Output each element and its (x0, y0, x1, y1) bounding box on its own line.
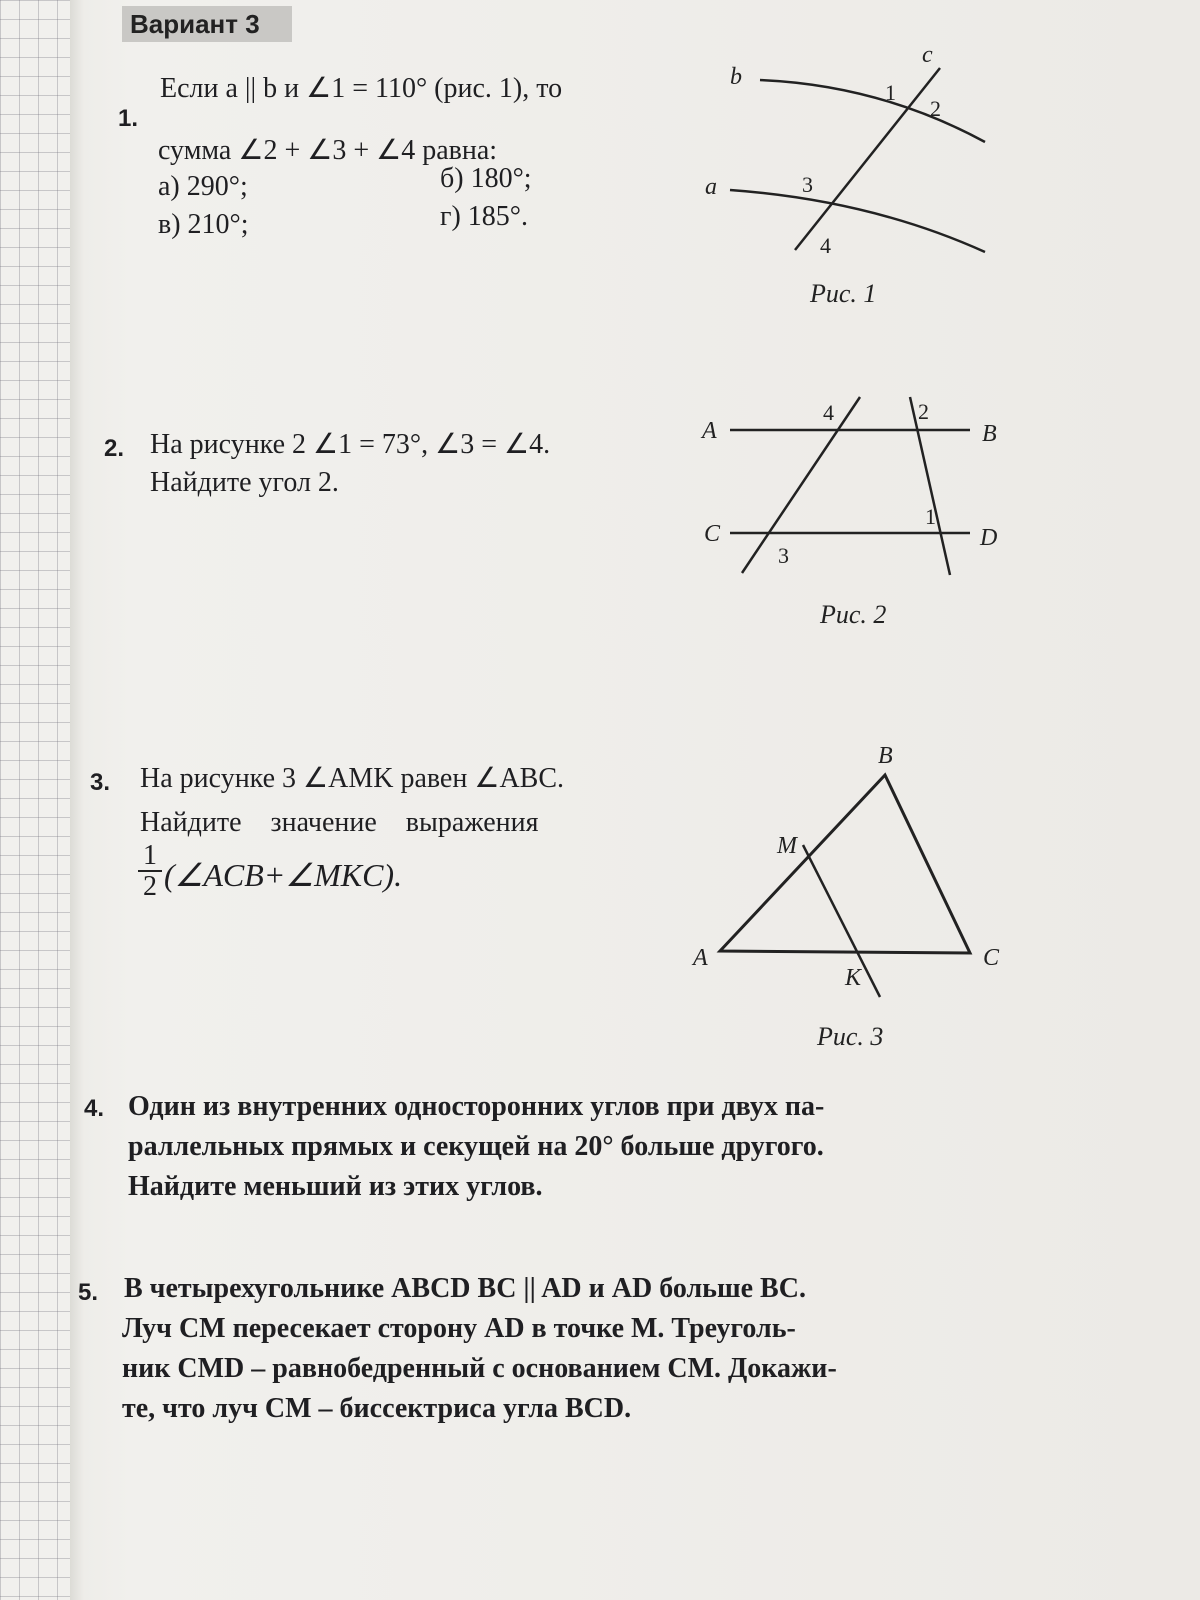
problem-number: 1. (118, 105, 139, 132)
problem-line: Один из внутренних односторонних углов при двух па- (128, 1091, 825, 1122)
label-c: c (922, 42, 933, 68)
segment-MK (803, 845, 880, 997)
angle-label-1: 1 (925, 504, 936, 529)
figure-2 (700, 395, 1030, 645)
angle-label-3: 3 (778, 543, 789, 568)
transversal-left (742, 397, 860, 573)
problem-number: 4. (84, 1095, 105, 1122)
fraction-denominator: 2 (143, 871, 157, 902)
label-b: b (730, 64, 742, 90)
label-M: M (777, 833, 797, 859)
label-C: C (983, 945, 1000, 971)
variant-title: Вариант 3 (122, 6, 292, 42)
figure-caption: Рис. 2 (820, 600, 887, 629)
problem-number: 2. (104, 435, 125, 462)
label-C: C (704, 521, 721, 547)
angle-label-2: 2 (930, 96, 941, 121)
problem-line: На рисунке 2 ∠1 = 73°, ∠3 = ∠4. (150, 429, 551, 460)
label-A: A (693, 945, 708, 971)
problem-line: Луч CM пересекает сторону AD в точке M. Треуголь- (122, 1313, 796, 1344)
label-A: A (702, 418, 717, 444)
problem-line: На рисунке 3 ∠AMK равен ∠ABC. (140, 763, 565, 794)
label-K: K (845, 965, 862, 991)
angle-label-3: 3 (802, 172, 813, 197)
angle-label-2: 2 (918, 399, 929, 424)
problem-line: Найдите угол 2. (150, 467, 339, 498)
problem-line: ник CMD – равнобедренный с основанием CM. Докажи- (122, 1353, 837, 1384)
line-a (730, 190, 985, 252)
problem-number: 5. (78, 1279, 99, 1306)
answer-option-g: г) 185°. (440, 201, 529, 232)
problem-line: Если a || b и ∠1 = 110° (рис. 1), то (160, 73, 563, 104)
grid-paper-background (0, 0, 70, 1600)
fraction-numerator: 1 (143, 840, 157, 871)
answer-option-a: а) 290°; (158, 171, 248, 202)
answer-option-b: б) 180°; (440, 163, 532, 194)
transversal-right (910, 397, 950, 575)
angle-label-1: 1 (885, 80, 896, 105)
angle-label-4: 4 (823, 400, 834, 425)
angle-label-4: 4 (820, 233, 831, 258)
figure-3 (685, 735, 1025, 1055)
problem-number: 3. (90, 769, 111, 796)
label-D: D (980, 525, 998, 551)
problem-line: Найдите меньший из этих углов. (128, 1171, 543, 1202)
problem-line: сумма ∠2 + ∠3 + ∠4 равна: (158, 135, 498, 166)
figure-caption: Рис. 3 (817, 1022, 884, 1051)
figure-1 (700, 40, 1010, 320)
label-a: a (705, 174, 717, 200)
problem-line: раллельных прямых и секущей на 20° больше другого. (128, 1131, 824, 1162)
label-B: B (982, 421, 997, 447)
expression: (∠ACB+∠MKC). (164, 857, 403, 893)
problem-line: те, что луч CM – биссектриса угла BCD. (122, 1393, 632, 1424)
label-B: B (878, 743, 893, 769)
problem-line: В четырехугольнике ABCD BC || AD и AD больше BC. (124, 1273, 806, 1304)
answer-option-v: в) 210°; (158, 209, 249, 240)
line-b (760, 80, 985, 142)
fraction-half (138, 842, 162, 902)
problem-line: Найдите значение выражения (140, 807, 539, 838)
figure-caption: Рис. 1 (810, 279, 877, 308)
